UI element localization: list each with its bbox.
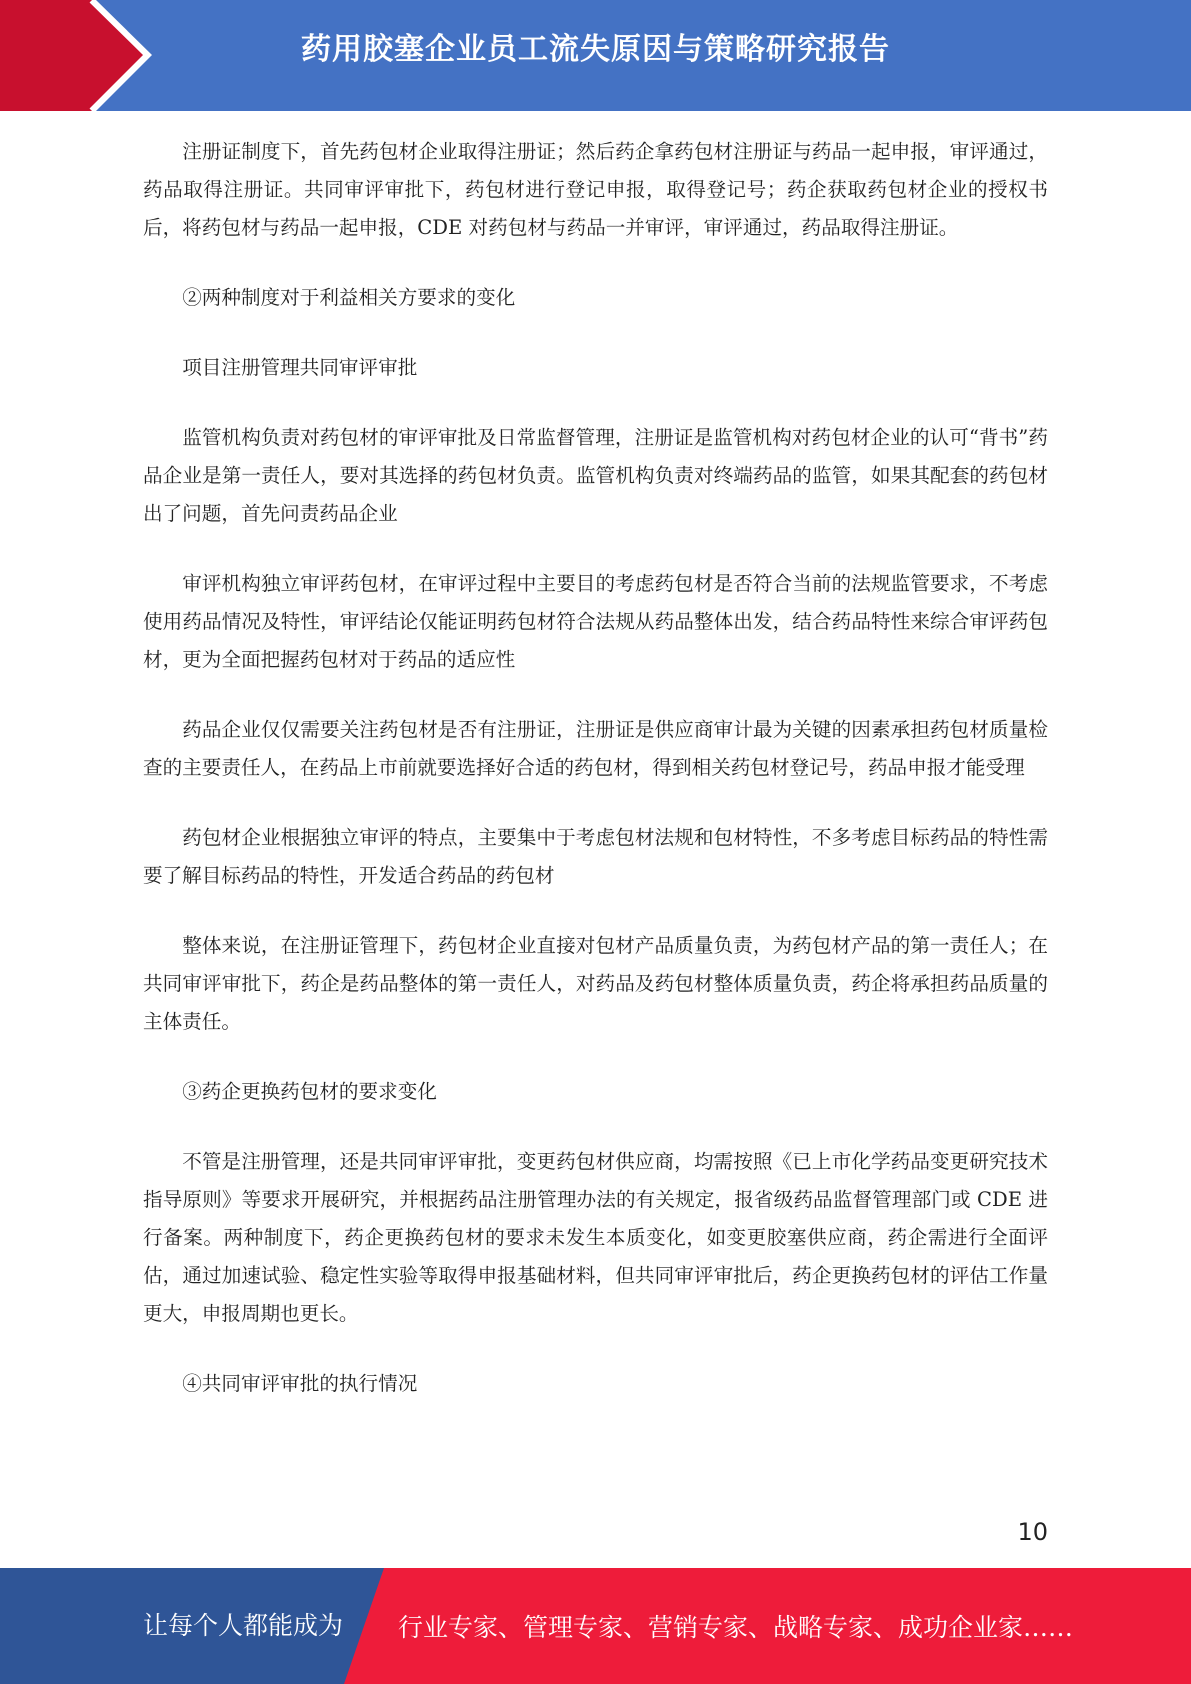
paragraph-supplier-change-details: 不管是注册管理，还是共同审评审批，变更药包材供应商，均需按照《已上市化学药品变更研究技术指导原则》等要求开展研究，并根据药品注册管理办法的有关规定，报省级药品监督管理部门或 CDE 进行备案。两种制度下，药企更换药包材的要求未发生本质变化，如变更胶塞供应商，药企需进行全面评估，通过加速试验、稳定性实验等取得申报基础材料，但共同审评审批后，药企更换药包材的评估工作量更大，申报周期也更长。 <box>143 1150 1048 1325</box>
section-heading-supplier-change: ③药企更换药包材的要求变化 <box>182 1080 437 1103</box>
section-heading-implementation: ④共同审评审批的执行情况 <box>182 1372 418 1395</box>
header-chevron-decoration <box>0 0 160 111</box>
paragraph-registration-process: 注册证制度下，首先药包材企业取得注册证；然后药企拿药包材注册证与药品一起申报，审评通过，药品取得注册证。共同审评审批下，药包材进行登记申报，取得登记号；药企获取药包材企业的授权书后，将药包材与药品一起申报，CDE 对药包材与药品一并审评，审评通过，药品取得注册证。 <box>143 140 1048 239</box>
paragraph-overall-summary: 整体来说，在注册证管理下，药包材企业直接对包材产品质量负责，为药包材产品的第一责任人；在共同审评审批下，药企是药品整体的第一责任人，对药品及药包材整体质量负责，药企将承担药品质量的主体责任。 <box>143 934 1048 1033</box>
document-body <box>143 133 1048 1435</box>
paragraph-regulator-role: 监管机构负责对药包材的审评审批及日常监督管理，注册证是监管机构对药包材企业的认可“背书”药品企业是第一责任人，要对其选择的药包材负责。监管机构负责对终端药品的监管，如果其配套的药包材出了问题，首先问责药品企业 <box>143 426 1048 525</box>
paragraph-comparison-header: 项目注册管理共同审评审批 <box>182 356 418 379</box>
footer-slogan-left: 让每个人都能成为 <box>143 1611 344 1640</box>
page-number: 10 <box>1017 1518 1048 1546</box>
footer-slogan-right: 行业专家、管理专家、营销专家、战略专家、成功企业家…… <box>398 1613 1074 1642</box>
paragraph-review-agency-role: 审评机构独立审评药包材，在审评过程中主要目的考虑药包材是否符合当前的法规监管要求，不考虑使用药品情况及特性，审评结论仅能证明药包材符合法规从药品整体出发，结合药品特性来综合审评药包材，更为全面把握药包材对于药品的适应性 <box>143 572 1048 671</box>
page-footer <box>0 1568 1191 1684</box>
paragraph-packaging-company-role: 药包材企业根据独立审评的特点，主要集中于考虑包材法规和包材特性，不多考虑目标药品的特性需要了解目标药品的特性，开发适合药品的药包材 <box>143 826 1048 887</box>
page-title: 药用胶塞企业员工流失原因与策略研究报告 <box>301 32 890 67</box>
section-heading-requirement-changes: ②两种制度对于利益相关方要求的变化 <box>182 286 516 309</box>
page-header <box>0 0 1191 111</box>
paragraph-pharma-company-role: 药品企业仅仅需要关注药包材是否有注册证，注册证是供应商审计最为关键的因素承担药包材质量检查的主要责任人，在药品上市前就要选择好合适的药包材，得到相关药包材登记号，药品申报才能受理 <box>143 718 1048 779</box>
